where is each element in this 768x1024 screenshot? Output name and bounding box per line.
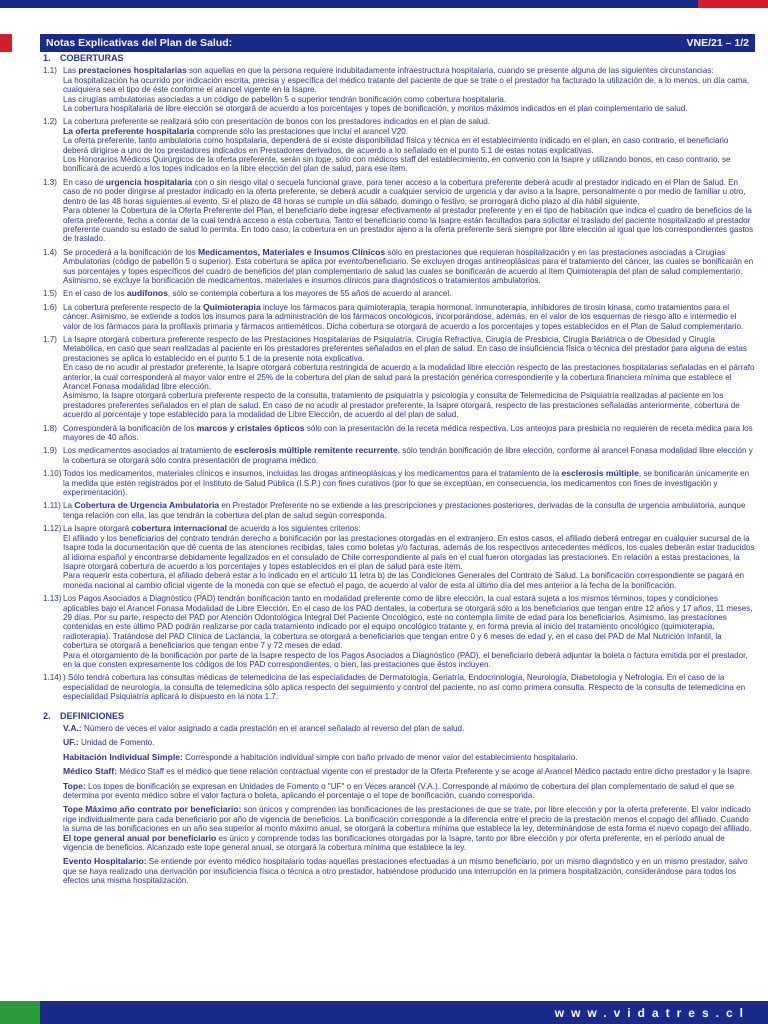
note-item	[43, 424, 755, 443]
paragraph: Para obtener la Cobertura de la Oferta Preferente del Plan, el beneficiario debe ingresar efectivamente al prestador preferente y en el tipo de habitación que indica el cuadro de beneficios de la oferta preferente, fecha a contar de la cual tendrá acceso a esta cobertura. Tanto el beneficiario como la Isapre están facultados para solicitar el traslado del paciente hospitalizado al prestador preferente cuando su estado de salud lo permita. En todo caso, la cobertura en un prestador ajeno a la oferta preferente será siempre por libre elección al igual que los correspondientes gastos de traslado.	[63, 206, 754, 244]
paragraph: Asimismo, la Isapre otorgará cobertura preferente respecto de la consulta, tratamiento de psiquiatría y psicología y consulta de Telemedicina de Psiquiatría realizadas al paciente en los prestadores preferentes señalados en el plan de salud. En caso de no acudir al prestador preferente, la Isapre otorgará, respecto de las prestaciones señaladas anteriormente, cobertura de acuerdo al porcentaje y tope establecido para la modalidad de Libre Elección, de acuerdo al del plan de salud.	[63, 391, 740, 420]
paragraph: Los Honorarios Médicos Quirúrgicos de la oferta preferente, serán sin tope, sólo con médicos staff del establecimiento, en convenio con la Isapre y utilizando bonos, en caso contrario, se bonificará de acuerdo a los topes indicados en la libre elección del plan de salud, para ese ítem.	[63, 155, 731, 174]
paragraph: Corresponderá la bonificación de los marcos y cristales ópticos sólo con la presentación de la receta médica respectiva. Los anteojos para presbicia no requieren de receta médica para los mayores de 40 años.	[63, 422, 753, 443]
paragraph: En caso de urgencia hospitalaria con o sin riesgo vital o secuela funcional grave, para tener acceso a la cobertura preferente deberá acudir al prestador indicado en el Plan de Salud. En caso de no poder dirigirse al prestador indicado en la oferta preferente, se deberá acudir a cualquier servicio de urgencia y dar aviso a la Isapre, personalmente o por medio de familiar u otro, dentro de las 48 horas siguientes al evento. Si el plazo de 48 horas se cumple un día sábado, domingo o festivo, se prorrogará dicho plazo al día hábil siguiente.	[63, 176, 746, 206]
paragraph: Para el otorgamiento de la bonificación por parte de la Isapre respecto de los Pagos Asociados a Diagnóstico (PAD), el beneficiario deberá adjuntar la boleta o factura emitida por el prestador, en la que consten expresamente los códigos de los PAD correspondientes, o bien, las prestaciones que éstos incluyen.	[63, 650, 748, 669]
note-body	[63, 178, 755, 244]
paragraph: La Isapre otorgará cobertura internacional de acuerdo a los siguientes criterios:	[63, 523, 361, 534]
note-number: 1.13)	[43, 594, 62, 604]
definition-item	[63, 767, 755, 776]
paragraph: Tope Máximo año contrato por beneficiario: son únicos y comprenden las bonificaciones de las prestaciones de que se trate, por libre elección y por la oferta preferente. El valor indicado rige individualmente para cada beneficiario por año de vigencia de beneficios. La bonificación corresponde a la diferencia entre el precio de la prestación menos el copago del afiliado. Cuando la suma de las bonificaciones en un año sea superior al monto máximo anual, se otorgará la cobertura mínima que establece la ley, determinándose de esta forma el nuevo copago del afiliado.	[63, 804, 752, 834]
paragraph: Habitación Individual Simple: Corresponde a habitación individual simple con baño privado de menor valor del establecimiento hospitalario.	[63, 751, 578, 762]
note-item	[43, 303, 755, 331]
keyword: V.A.:	[63, 723, 82, 733]
keyword: Tope:	[63, 780, 86, 791]
note-number: 1.3)	[43, 177, 57, 187]
keyword: audífonos	[126, 288, 168, 299]
note-body	[63, 673, 755, 701]
note-body	[63, 524, 755, 590]
paragraph: La cobertura hospitalaria de libre elección se otorgará de acuerdo a los porcentajes y topes de bonificación, y montos máximos indicados en el plan complementario de salud.	[63, 104, 688, 114]
document-body	[43, 54, 755, 891]
paragraph: Las prestaciones hospitalarias son aquellas en que la persona requiere indubitadamente infraestructura hospitalaria, cuando se presente alguna de las siguientes circunstancias:	[63, 65, 714, 76]
definition-item	[63, 738, 755, 747]
footer-green-accent	[0, 1001, 40, 1024]
keyword: Tope Máximo año contrato por beneficiario:	[63, 804, 242, 815]
paragraph: La hospitalización ha ocurrido por indicación escrita, precisa y específica del médico tratante del paciente de que se trate o el prestador ha facturado la utilización de, a lo menos, un día cama, cualquiera sea el tipo de éste conforme el arancel vigente en la Isapre.	[63, 75, 750, 95]
paragraph: En el caso de los audífonos, sólo se contempla cobertura a los mayores de 55 años de acuerdo al arancel.	[63, 288, 452, 299]
note-item	[43, 289, 755, 298]
footer-bar	[0, 1001, 768, 1024]
note-item	[43, 594, 755, 669]
note-body	[63, 303, 755, 331]
paragraph: Los medicamentos asociados al tratamiento de esclerosis múltiple remitente recurrente, sólo tendrán bonificación de libre elección, conforme al arancel Fonasa modalidad libre elección y la cobertura se otorgará sólo contra presentación de programa médico.	[63, 445, 753, 465]
note-number: 1.4)	[43, 247, 57, 257]
note-number: 1.9)	[43, 446, 57, 456]
header-bar	[40, 34, 755, 52]
note-number: 1.14)	[43, 673, 62, 683]
keyword: La oferta preferente hospitalaria	[63, 125, 195, 136]
section-title	[43, 712, 755, 721]
keyword: Medicamentos, Materiales e Insumos Clínicos	[197, 246, 386, 257]
note-body	[63, 469, 755, 497]
note-body	[63, 594, 755, 669]
note-number: 1.11)	[43, 501, 61, 511]
note-number: 1.10)	[43, 469, 62, 479]
paragraph: La Cobertura de Urgencia Ambulatoria en Prestador Preferente no se extiende a las prescripciones y prestaciones posteriores, derivadas de la consulta de urgencia ambulatoria, aunque tenga relación con ella, las que tendrán la cobertura del plan de salud según corresponda.	[63, 500, 746, 520]
footer-blue	[40, 1001, 768, 1024]
section-heading: DEFINICIONES	[60, 710, 125, 721]
paragraph: Evento Hospitalario: Se entiende por evento médico hospitalario todas aquellas prestaciones efectuadas a un mismo beneficiario, por un mismo diagnóstico y en un mismo prestador, salvo que se haya realizado una derivación por insuficiencia física o técnica a otro prestador, habiéndose producido una interrupción en la primera hospitalización, considerándose para todos los efectos una misma hospitalización.	[63, 856, 748, 886]
footer-url: www.vidatres.cl	[554, 1005, 750, 1020]
note-item	[43, 446, 755, 465]
paragraph: La cobertura preferente se realizará sólo con presentación de bonos con los prestadores indicados en el plan de salud.	[63, 117, 490, 127]
note-item	[43, 673, 755, 701]
definition-item	[63, 724, 755, 733]
note-item	[43, 178, 755, 244]
paragraph: UF.: Unidad de Fomento.	[63, 737, 155, 748]
note-item	[43, 335, 755, 420]
note-number: 1.7)	[43, 334, 57, 344]
note-body	[63, 248, 755, 286]
note-body	[63, 335, 755, 420]
keyword: urgencia hospitalaria	[105, 176, 193, 187]
top-stripe	[0, 0, 768, 8]
paragraph: Los Pagos Asociados a Diagnóstico (PAD) tendrán bonificación tanto en modalidad preferente como de libre elección, la cual estará sujeta a los mismos términos, topes y condiciones aplicables bajo el Arancel Fonasa Modalidad de Libre Elección. En el caso de los PAD dentales, la cobertura se otorgará sólo a los beneficiarios que tengan entre 12 años y 17 años, 11 meses, 29 días. Por su parte, respecto del PAD por Atención Odontológica Integral Del Paciente Oncológico, este no contempla límite de edad para los beneficiarios. Asimismo, las prestaciones contenidas en este último PAD podrán realizarse por cada tratamiento indicado por el equipo oncológico tratante y, en forma previa al inicio del tratamiento oncológico (quimioterapia, radioterapia). Tratándose del PAD Clínica de Lactancia, la cobertura se otorgará a beneficiarios que tengan entre 0 y 6 meses de edad y, en el caso del PAD de Mal Nutrición Infantil, la cobertura se otorgará a beneficiarios que tengan entre 7 y 72 meses de edad.	[63, 594, 753, 651]
keyword: esclerosis múltiple remitente recurrente	[234, 445, 398, 456]
paragraph: Para requerir esta cobertura, el afiliado deberá estar a lo indicado en el artículo 11 letra b) de las Condiciones Generales del Contrato de Salud. La bonificación correspondiente se pagará en moneda nacional al cambio oficial vigente de la moneda con que se efectuó el pago, de acuerdo al valor de esta al último día del mes anterior a la fecha de la bonificación.	[63, 571, 745, 590]
note-number: 1.5)	[43, 289, 57, 299]
keyword: El tope general anual por beneficiario	[63, 832, 217, 843]
top-stripe-red	[698, 0, 768, 8]
note-number: 1.12)	[43, 524, 62, 534]
section-number: 1.	[43, 53, 51, 63]
section-title	[43, 54, 755, 63]
keyword: Quimioterapia	[202, 301, 261, 312]
section-number: 2.	[43, 710, 51, 721]
paragraph: La oferta preferente, tanto ambulatoria como hospitalaria, dependerá de si existe disponibilidad física y técnica en el establecimiento indicado en el plan, en caso contrario, el beneficiario deberá dirigirse a uno de los prestadores indicados en Prestadores derivados, de acuerdo a lo señalado en el punto 5.1 de estas notas explicativas.	[63, 136, 729, 155]
paragraph: Se procederá a la bonificación de los Medicamentos, Materiales e Insumos Clínicos sólo en prestaciones que requieran hospitalización y en las prestaciones asociadas a Cirugías Ambulatorias (código de pabellón 5 o superior). Esta cobertura se aplica por evento/beneficiario. Se excluyen drogas antineoplásicas para el tratamiento del cáncer, las cuales se bonificarán en sus porcentajes y topes específicos del cuadro de beneficios del plan complementario de salud las cuales se bonificarán de acuerdo al ítem Quimioterapia del plan de salud complementario. Asimismo, se excluye la bonificación de medicamentos, materiales e insumos clínicos para diagnósticos o tratamientos ambulatorios.	[63, 246, 754, 285]
definition-item	[63, 805, 755, 852]
note-body	[63, 501, 755, 520]
paragraph: El afiliado y los beneficiarios del contrato tendrán derecho a bonificación por las prestaciones otorgadas en el extranjero. En estos casos, el afiliado deberá entregar en cualquier sucursal de la Isapre toda la documentación que dé cuenta de las atenciones recibidas, tales como boletas y/o facturas, además de los respectivos antecedentes médicos, los cuales deberán estar traducidos al idioma español y encontrarse debidamente legalizados en el consulado de Chile correspondiente al país en el cual fueron otorgadas las prestaciones. En relación a estas prestaciones, la Isapre otorgará cobertura de acuerdo a los porcentajes y topes establecidos en el plan de salud para este ítem.	[63, 533, 755, 571]
definition-item	[63, 857, 755, 885]
keyword: esclerosis múltiple	[561, 468, 639, 479]
note-item	[43, 501, 755, 520]
note-number: 1.6)	[43, 302, 57, 312]
note-item	[43, 524, 755, 590]
note-body	[63, 424, 755, 443]
page-title: Notas Explicativas del Plan de Salud:	[46, 37, 233, 49]
keyword: Cobertura de Urgencia Ambulatoria	[74, 500, 220, 511]
paragraph: La cobertura preferente respecto de la Quimioterapia incluye los fármacos para quimioterapia, terapia hormonal, inmunoterapia, inhibidores de tirosin kinasa, como tratamientos para el cáncer. Asimismo, se extiende a todos los insumos para la administración de los fármacos oncológicos, incorporándose, además, en el valor de los esquemas de riesgo alto e intermedio el valor de los fármacos para la profilaxis primaria y fármacos antieméticos. Dicha cobertura se otorgará de acuerdo a los porcentajes y topes establecidos en el Plan de Salud complementario.	[63, 301, 744, 331]
note-item	[43, 117, 755, 173]
document-code: VNE/21 – 1/2	[686, 37, 749, 49]
top-stripe-blue	[0, 0, 698, 8]
paragraph: ) Sólo tendrá cobertura las consultas médicas de telemedicina de las especialidades de Dermatología, Geriatría, Endocrinología, Neurología, Diabetología y Nefrología. En el caso de la especialidad de neurología, la consulta de telemedicina sólo aplica respecto del seguimiento y control del paciente, no así como primera consulta. Respecto de la consulta de telemedicina en especialidad Psiquiatría aplicará lo dispuesto en la nota 1.7.	[63, 673, 746, 702]
paragraph: Todos los medicamentos, materiales clínicos e insumos, incluidas las drogas antineoplásicas y los medicamentos para el tratamiento de la esclerosis múltiple, se bonificarán únicamente en la medida que estén registrados por el Instituto de Salud Pública (I.S.P.) con fines curativos (por lo que se exceptúan, en consecuencia, los medicamentos con fines de investigación y experimentación).	[63, 468, 750, 498]
note-body	[63, 66, 755, 113]
note-item	[43, 66, 755, 113]
keyword: prestaciones hospitalarias	[78, 65, 187, 76]
paragraph: La Isapre otorgará cobertura preferente respecto de las Prestaciones Hospitalarias de Psiquiatría, Cirugía Refractiva, Cirugía de Presbicia, Cirugía Bariátrica o de Obesidad y Cirugía Metabólica, en caso que sean realizadas al paciente en los prestadores preferentes señalados en el plan de salud. En caso de insuficiencia física o técnica del prestador para alguna de estas prestaciones se aplica lo establecido en el punto 5.1 de la presente nota explicativa.	[63, 334, 747, 363]
header-red-accent	[0, 34, 12, 52]
section-heading: COBERTURAS	[60, 53, 124, 63]
note-number: 1.1)	[43, 66, 57, 76]
paragraph: La oferta preferente hospitalaria comprende sólo las prestaciones que incluí el arancel V20.	[63, 125, 409, 136]
note-body	[63, 446, 755, 465]
paragraph: Tope: Los topes de bonificación se expresan en Unidades de Fomento o "UF" o en Veces arancel (V.A.). Corresponde al máximo de cobertura del plan complementario de salud el que se determina por evento médico sobre el valor factura o boleta, aplicando el porcentaje o el tope de bonificación, cuando corresponda.	[63, 780, 735, 801]
keyword: Evento Hospitalario:	[63, 856, 147, 867]
definition-item	[63, 753, 755, 762]
note-body	[63, 289, 755, 298]
definition-item	[63, 782, 755, 801]
paragraph: El tope general anual por beneficiario es único y comprende todas las bonificaciones otorgadas por la Isapre, tanto por libre elección y por oferta preferente, en el período anual de vigencia de beneficios. Alcanzado este tope general anual, se otorgará la cobertura mínima que establece la ley.	[63, 832, 725, 853]
paragraph: Médico Staff: Médico Staff es el médico que tiene relación contractual vigente con el prestador de la Oferta Preferente y se acoge al Arancel Médico pactado entre dicho prestador y la Isapre.	[63, 766, 753, 777]
note-body	[63, 117, 755, 173]
keyword: cobertura internacional	[131, 523, 227, 534]
keyword: Habitación Individual Simple:	[63, 751, 183, 762]
paragraph: Las cirugías ambulatorias asociadas a un código de pabellón 5 o superior tendrán bonificación como cobertura hospitalaria.	[63, 94, 507, 104]
paragraph: En caso de no acudir al prestador preferente, la Isapre otorgará cobertura restringida de acuerdo a la modalidad libre elección respecto de las prestaciones hospitalarias señaladas en el párrafo anterior, la cual corresponderá al mayor valor entre el 25% de la cobertura del plan de salud para la prestación genérica correspondiente y la cobertura financiera mínima que establece el Arancel Fonasa modalidad libre elección.	[63, 363, 755, 391]
keyword: Médico Staff:	[63, 766, 117, 777]
note-item	[43, 248, 755, 286]
note-item	[43, 469, 755, 497]
keyword: UF.:	[63, 737, 79, 748]
note-number: 1.8)	[43, 423, 57, 433]
keyword: marcos y cristales ópticos	[196, 422, 305, 433]
note-number: 1.2)	[43, 117, 57, 127]
paragraph: V.A.: Número de veces el valor asignado a cada prestación en el arancel señalado al reverso del plan de salud.	[63, 723, 465, 733]
